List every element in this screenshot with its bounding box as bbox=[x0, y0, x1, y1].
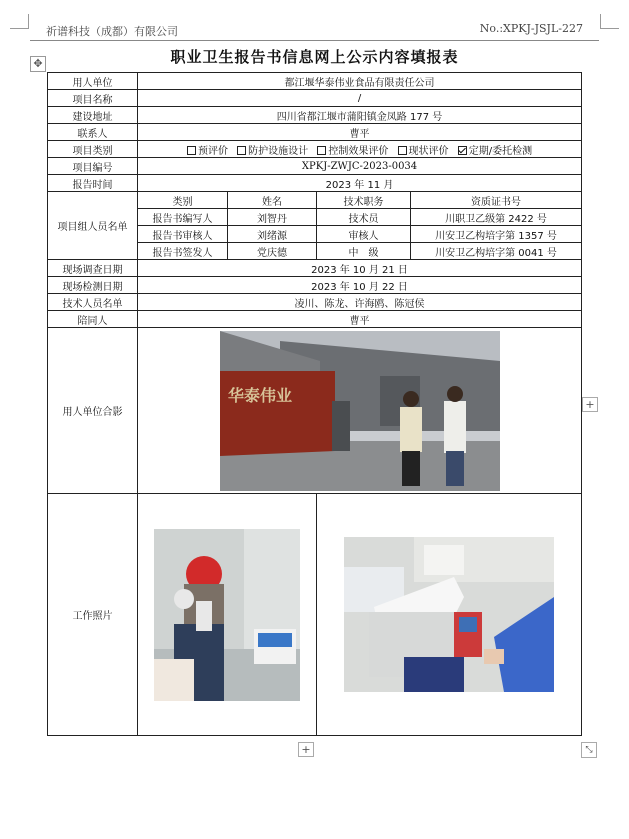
team-header-row bbox=[48, 192, 582, 209]
team-header-title: 技术职务 bbox=[317, 192, 411, 209]
header-rule bbox=[30, 40, 599, 41]
project-name-label: 项目名称 bbox=[48, 90, 138, 107]
team-header-role: 类别 bbox=[138, 192, 228, 209]
project-no-value[interactable]: XPKJ-ZWJC-2023-0034 bbox=[138, 158, 582, 175]
table-move-handle-icon[interactable]: ✥ bbox=[30, 56, 46, 72]
employer-value[interactable]: 都江堰华泰伟业食品有限责任公司 bbox=[138, 73, 582, 90]
row-project-no bbox=[48, 158, 582, 175]
team-header-name: 姓名 bbox=[228, 192, 317, 209]
category-option-periodic[interactable]: 定期/委托检测 bbox=[458, 146, 532, 157]
team-title[interactable]: 审核人 bbox=[317, 226, 411, 243]
work-photo-1-image bbox=[154, 529, 300, 701]
row-escort bbox=[48, 311, 582, 328]
report-time-label: 报告时间 bbox=[48, 175, 138, 192]
survey-date-label: 现场调查日期 bbox=[48, 260, 138, 277]
row-address bbox=[48, 107, 582, 124]
team-name[interactable]: 刘绪源 bbox=[228, 226, 317, 243]
escort-label: 陪同人 bbox=[48, 311, 138, 328]
table-resize-handle-icon[interactable]: ⤡ bbox=[581, 742, 597, 758]
address-label: 建设地址 bbox=[48, 107, 138, 124]
team-role: 报告书审核人 bbox=[138, 226, 228, 243]
checkbox-control[interactable] bbox=[317, 146, 326, 155]
report-time-value[interactable]: 2023 年 11 月 bbox=[138, 175, 582, 192]
team-title[interactable]: 技术员 bbox=[317, 209, 411, 226]
page-corner-mark-left bbox=[10, 14, 29, 29]
team-label: 项目组人员名单 bbox=[48, 192, 138, 260]
work-photo-2-image bbox=[344, 537, 554, 692]
tech-staff-label: 技术人员名单 bbox=[48, 294, 138, 311]
row-report-time bbox=[48, 175, 582, 192]
address-value[interactable]: 四川省都江堰市蒲阳镇金凤路 177 号 bbox=[138, 107, 582, 124]
add-row-plus-icon[interactable]: + bbox=[298, 742, 314, 757]
row-category bbox=[48, 141, 582, 158]
category-option-design[interactable]: 防护设施设计 bbox=[237, 146, 308, 157]
checkbox-design[interactable] bbox=[237, 146, 246, 155]
row-tech-staff bbox=[48, 294, 582, 311]
category-option-status[interactable]: 现状评价 bbox=[398, 146, 449, 157]
team-role: 报告书签发人 bbox=[138, 243, 228, 260]
checkbox-pre[interactable] bbox=[187, 146, 196, 155]
row-project-name bbox=[48, 90, 582, 107]
work-photo-cell-right bbox=[317, 494, 582, 736]
row-survey-date bbox=[48, 260, 582, 277]
header-company: 祈谱科技（成都）有限公司 bbox=[46, 25, 178, 38]
team-title[interactable]: 中 级 bbox=[317, 243, 411, 260]
category-options bbox=[138, 141, 582, 158]
row-group-photo bbox=[48, 328, 582, 494]
test-date-label: 现场检测日期 bbox=[48, 277, 138, 294]
group-photo-image bbox=[220, 331, 500, 491]
work-photo-label: 工作照片 bbox=[48, 494, 138, 736]
team-role: 报告书编写人 bbox=[138, 209, 228, 226]
team-cert[interactable]: 川安卫乙构培字第 0041 号 bbox=[411, 243, 582, 260]
checkbox-status[interactable] bbox=[398, 146, 407, 155]
sign-text: 华泰伟业 bbox=[227, 385, 292, 405]
survey-date-value[interactable]: 2023 年 10 月 21 日 bbox=[138, 260, 582, 277]
employer-label: 用人单位 bbox=[48, 73, 138, 90]
page-corner-mark-right bbox=[600, 14, 619, 29]
team-cert[interactable]: 川安卫乙构培字第 1357 号 bbox=[411, 226, 582, 243]
team-cert[interactable]: 川职卫乙级第 2422 号 bbox=[411, 209, 582, 226]
add-column-plus-icon[interactable]: + bbox=[582, 397, 598, 412]
row-test-date bbox=[48, 277, 582, 294]
work-photo-2[interactable] bbox=[344, 537, 554, 692]
header-doc-number: No.:XPKJ-JSJL-227 bbox=[479, 22, 583, 35]
work-photo-cell-left bbox=[138, 494, 317, 736]
group-photo-cell bbox=[138, 328, 582, 494]
info-table bbox=[47, 72, 582, 736]
contact-value[interactable]: 曹平 bbox=[138, 124, 582, 141]
group-photo[interactable] bbox=[220, 331, 500, 491]
team-header-cert: 资质证书号 bbox=[411, 192, 582, 209]
test-date-value[interactable]: 2023 年 10 月 22 日 bbox=[138, 277, 582, 294]
project-name-value[interactable]: / bbox=[138, 90, 582, 107]
row-work-photo bbox=[48, 494, 582, 736]
row-employer bbox=[48, 73, 582, 90]
tech-staff-value[interactable]: 凌川、陈龙、许海鸥、陈冠侯 bbox=[138, 294, 582, 311]
team-name[interactable]: 党庆德 bbox=[228, 243, 317, 260]
group-photo-label: 用人单位合影 bbox=[48, 328, 138, 494]
contact-label: 联系人 bbox=[48, 124, 138, 141]
category-option-control[interactable]: 控制效果评价 bbox=[317, 146, 388, 157]
team-name[interactable]: 刘智丹 bbox=[228, 209, 317, 226]
escort-value[interactable]: 曹平 bbox=[138, 311, 582, 328]
category-label: 项目类别 bbox=[48, 141, 138, 158]
category-option-pre[interactable]: 预评价 bbox=[187, 146, 228, 157]
row-contact bbox=[48, 124, 582, 141]
document-title: 职业卫生报告书信息网上公示内容填报表 bbox=[170, 48, 459, 66]
project-no-label: 项目编号 bbox=[48, 158, 138, 175]
work-photo-1[interactable] bbox=[154, 529, 300, 701]
checkbox-periodic[interactable] bbox=[458, 146, 467, 155]
